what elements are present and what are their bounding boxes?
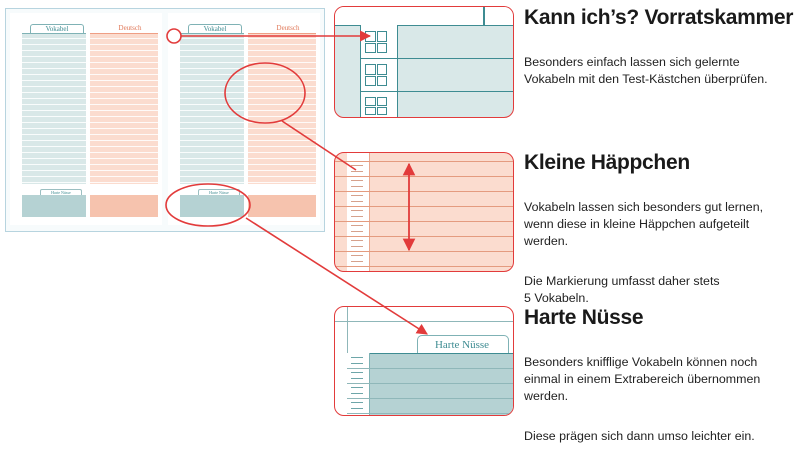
feature-desc-harte-nuesse-p2: Diese prägen sich dann umso leichter ein. xyxy=(524,429,755,443)
feature-desc-harte-nuesse xyxy=(524,337,794,468)
feature-desc-vorratskammer xyxy=(524,37,794,111)
right-page-col-vokabel-title: Vokabel xyxy=(188,24,242,34)
right-page-col-deutsch-title: Deutsch xyxy=(262,24,314,33)
feature-desc-harte-nuesse-p1: Besonders knifflige Vokabeln können noch einmal in einem Extrabereich übernommen werden. xyxy=(524,355,761,403)
highlight-circle-icon xyxy=(225,63,305,123)
feature-title-kleine-haeppchen: Kleine Häppchen xyxy=(524,151,690,174)
feature-title-vorratskammer: Kann ich’s? Vorratskammer xyxy=(524,6,794,29)
connector-line xyxy=(282,121,356,170)
left-page-col-deutsch-title: Deutsch xyxy=(104,24,156,33)
arrow-right-icon xyxy=(246,218,427,334)
right-page-harte-nuesse-label: Harte Nüsse xyxy=(198,189,240,196)
feature-desc-vorratskammer-p1: Besonders einfach lassen sich gelernte Vokabeln mit den Test-Kästchen überprüfen. xyxy=(524,55,768,86)
highlight-circle-icon xyxy=(167,29,181,43)
feature-title-harte-nuesse: Harte Nüsse xyxy=(524,306,644,329)
left-page-harte-nuesse-label: Harte Nüsse xyxy=(40,189,82,196)
highlight-circle-icon xyxy=(166,184,250,226)
feature-desc-kleine-haeppchen-p2: Die Markierung umfasst daher stets 5 Vokabeln. xyxy=(524,274,720,305)
feature-desc-kleine-haeppchen-p1: Vokabeln lassen sich besonders gut lernen, wenn diese in kleine Häppchen aufgeteilt werden. xyxy=(524,200,764,248)
left-page-col-vokabel-title: Vokabel xyxy=(30,24,84,34)
harte-nuesse-tab-label: Harte Nüsse xyxy=(434,339,490,351)
